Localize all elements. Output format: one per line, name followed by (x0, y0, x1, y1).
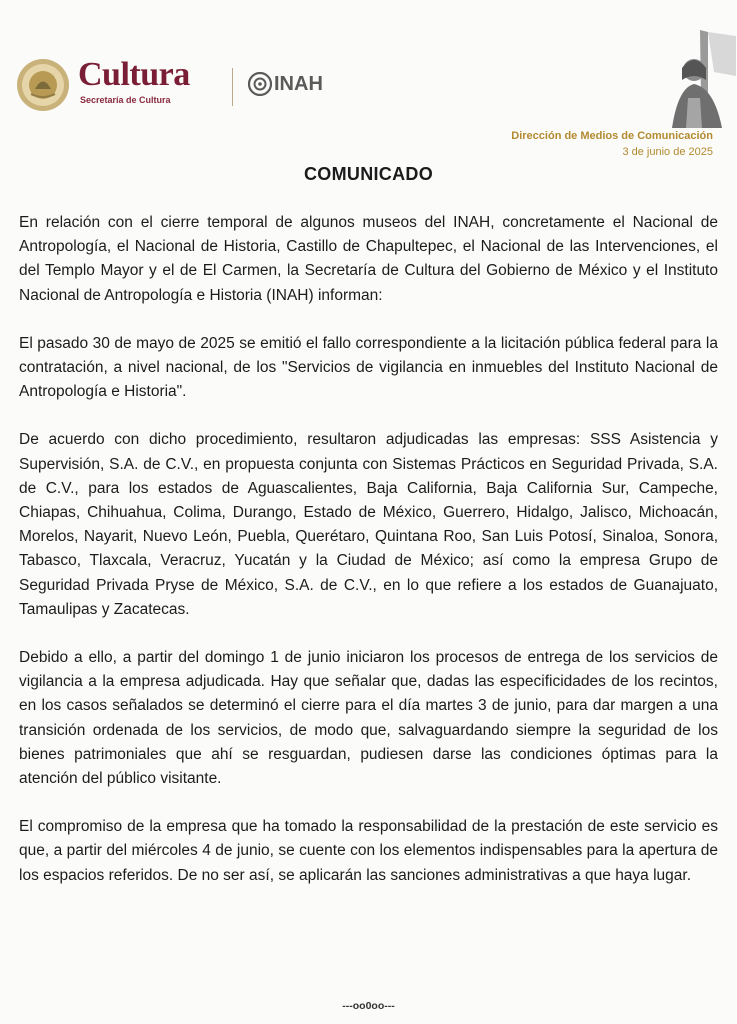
issuer-block (511, 128, 713, 160)
document-body (19, 211, 718, 912)
closing-mark: ---oo0oo--- (342, 1000, 395, 1012)
partner-name: INAH (274, 73, 323, 95)
brand-name: Cultura (78, 56, 190, 93)
issue-date: 3 de junio de 2025 (622, 146, 713, 158)
paragraph-1: En relación con el cierre temporal de algunos museos del INAH, concretamente el Nacional de Antropología, el Nacional de Historia, Castillo de Chapultepec, el Nacional de las Intervenciones, el del Templo Mayor y el de El Carmen, la Secretaría de Cultura del Gobierno de México y el Instituto Nacional de Antropología e Historia (INAH) informan: (19, 214, 718, 304)
department-name: Dirección de Medios de Comunicación (511, 130, 713, 142)
document-title: COMUNICADO (304, 164, 433, 184)
logo-divider (232, 68, 233, 106)
national-seal-icon (16, 58, 70, 112)
paragraph-4: Debido a ello, a partir del domingo 1 de junio iniciaron los procesos de entrega de los servicios de vigilancia a la empresa adjudicada. Hay que señalar que, dadas las especificidades de los recintos, en los casos señalados se determinó el cierre para el día martes 3 de junio, para dar margen a una transición ordenada de los servicios, de modo que, salvaguardando siempre la seguridad de los bienes patrimoniales que ahí se resguardan, pudiesen darse las condiciones óptimas para la atención del público visitante. (19, 649, 718, 788)
heroine-illustration-icon (644, 28, 737, 128)
letterhead (0, 0, 737, 158)
paragraph-2: El pasado 30 de mayo de 2025 se emitió el fallo correspondiente a la licitación pública federal para la contratación, a nivel nacional, de los "Servicios de vigilancia en inmuebles del Instituto Nacional de Antropología e Historia". (19, 334, 718, 401)
inah-logo-icon (248, 72, 272, 96)
brand-subtitle: Secretaría de Cultura (80, 95, 171, 105)
paragraph-3: De acuerdo con dicho procedimiento, resultaron adjudicadas las empresas: SSS Asistencia y Supervisión, S.A. de C.V., en propuesta conjunta con Sistemas Prácticos en Seguridad Privada, S.A. de C.V., para los estados de Aguascalientes, Baja California, Baja California Sur, Campeche, Chiapas, Chihuahua, Colima, Durango, Estado de México, Guerrero, Hidalgo, Jalisco, Michoacán, Morelos, Nayarit, Nuevo León, Puebla, Querétaro, Quintana Roo, San Luis Potosí, Sinaloa, Sonora, Tabasco, Tlaxcala, Veracruz, Yucatán y la Ciudad de México; así como la empresa Grupo de Seguridad Privada Pryse de México, S.A. de C.V., en lo que refiere a los estados de Guanajuato, Tamaulipas y Zacatecas. (19, 431, 718, 618)
paragraph-5: El compromiso de la empresa que ha tomado la responsabilidad de la prestación de este servicio es que, a partir del miércoles 4 de junio, se cuente con los elementos indispensables para la apertura de los espacios referidos. De no ser así, se aplicarán las sanciones administrativas a que haya lugar. (19, 818, 718, 884)
